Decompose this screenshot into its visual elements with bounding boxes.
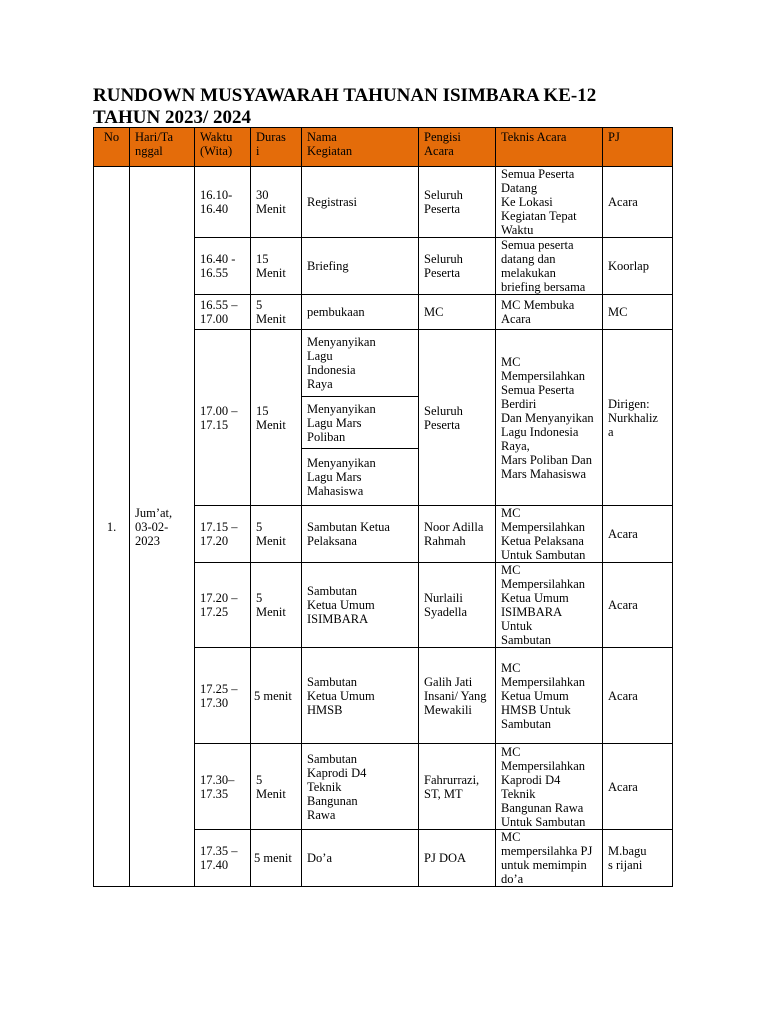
row-number: 1. <box>94 167 130 887</box>
header-waktu: Waktu (Wita) <box>195 128 251 167</box>
cell-waktu: 17.35 – 17.40 <box>195 830 251 887</box>
cell-nama-kegiatan: Briefing <box>302 238 419 295</box>
cell-teknis: Semua Peserta Datang Ke Lokasi Kegiatan Tepat Waktu <box>496 167 603 238</box>
cell-teknis: MC mempersilahka PJ untuk memimpin do’a <box>496 830 603 887</box>
cell-pj: MC <box>603 295 673 330</box>
cell-durasi: 5 menit <box>251 648 302 744</box>
cell-waktu: 16.10- 16.40 <box>195 167 251 238</box>
cell-pengisi: Noor Adilla Rahmah <box>419 506 496 563</box>
cell-pengisi: Seluruh Peserta <box>419 238 496 295</box>
cell-nama-kegiatan: Sambutan Ketua Pelaksana <box>302 506 419 563</box>
cell-nama-kegiatan: Registrasi <box>302 167 419 238</box>
cell-nama-kegiatan: Menyanyikan Lagu Mars Poliban <box>302 397 419 449</box>
cell-durasi: 15 Menit <box>251 330 302 506</box>
table-header-row <box>94 128 673 167</box>
cell-teknis: MC Membuka Acara <box>496 295 603 330</box>
cell-pj: Dirigen: Nurkhaliz a <box>603 330 673 506</box>
cell-pj: Acara <box>603 167 673 238</box>
cell-durasi: 5 Menit <box>251 506 302 563</box>
cell-teknis: MC Mempersilahkan Ketua Umum ISIMBARA Untuk Sambutan <box>496 563 603 648</box>
cell-pj: Acara <box>603 648 673 744</box>
cell-pengisi: Fahrurrazi, ST, MT <box>419 744 496 830</box>
cell-waktu: 17.25 – 17.30 <box>195 648 251 744</box>
cell-waktu: 16.40 - 16.55 <box>195 238 251 295</box>
table-row <box>94 167 673 238</box>
document-title: RUNDOWN MUSYAWARAH TAHUNAN ISIMBARA KE-12 <box>93 85 597 106</box>
rundown-table <box>93 127 673 887</box>
cell-waktu: 17.30– 17.35 <box>195 744 251 830</box>
cell-waktu: 17.00 – 17.15 <box>195 330 251 506</box>
cell-durasi: 30 Menit <box>251 167 302 238</box>
cell-pj: M.bagu s rijani <box>603 830 673 887</box>
cell-nama-kegiatan: Sambutan Ketua Umum HMSB <box>302 648 419 744</box>
cell-nama-kegiatan: Sambutan Ketua Umum ISIMBARA <box>302 563 419 648</box>
cell-durasi: 5 menit <box>251 830 302 887</box>
header-hari-tanggal: Hari/Ta nggal <box>130 128 195 167</box>
cell-waktu: 17.15 – 17.20 <box>195 506 251 563</box>
cell-pengisi: Seluruh Peserta <box>419 330 496 506</box>
cell-teknis: MC Mempersilahkan Ketua Umum HMSB Untuk Sambutan <box>496 648 603 744</box>
cell-durasi: 5 Menit <box>251 744 302 830</box>
header-nama-kegiatan: Nama Kegiatan <box>302 128 419 167</box>
cell-pengisi: Seluruh Peserta <box>419 167 496 238</box>
header-pengisi-acara: Pengisi Acara <box>419 128 496 167</box>
cell-nama-kegiatan: Do’a <box>302 830 419 887</box>
header-teknis-acara: Teknis Acara <box>496 128 603 167</box>
document-subtitle: TAHUN 2023/ 2024 <box>93 107 251 128</box>
cell-nama-kegiatan: Menyanyikan Lagu Mars Mahasiswa <box>302 449 419 506</box>
cell-pengisi: PJ DOA <box>419 830 496 887</box>
cell-pj: Acara <box>603 563 673 648</box>
row-date: Jum’at, 03-02- 2023 <box>130 167 195 887</box>
cell-pengisi: Galih Jati Insani/ Yang Mewakili <box>419 648 496 744</box>
cell-nama-kegiatan: Menyanyikan Lagu Indonesia Raya <box>302 330 419 397</box>
cell-teknis: MC Mempersilahkan Kaprodi D4 Teknik Bangunan Rawa Untuk Sambutan <box>496 744 603 830</box>
cell-pj: Acara <box>603 744 673 830</box>
cell-pj: Koorlap <box>603 238 673 295</box>
cell-teknis: MC Mempersilahkan Ketua Pelaksana Untuk Sambutan <box>496 506 603 563</box>
cell-waktu: 16.55 – 17.00 <box>195 295 251 330</box>
cell-pj: Acara <box>603 506 673 563</box>
cell-durasi: 5 Menit <box>251 563 302 648</box>
header-pj: PJ <box>603 128 673 167</box>
header-no: No <box>94 128 130 167</box>
cell-waktu: 17.20 – 17.25 <box>195 563 251 648</box>
cell-teknis: MC Mempersilahkan Semua Peserta Berdiri Dan Menyanyikan Lagu Indonesia Raya, Mars Poliban Dan Mars Mahasiswa <box>496 330 603 506</box>
cell-teknis: Semua peserta datang dan melakukan briefing bersama <box>496 238 603 295</box>
cell-nama-kegiatan: pembukaan <box>302 295 419 330</box>
cell-durasi: 5 Menit <box>251 295 302 330</box>
cell-durasi: 15 Menit <box>251 238 302 295</box>
header-durasi: Duras i <box>251 128 302 167</box>
cell-pengisi: MC <box>419 295 496 330</box>
cell-pengisi: Nurlaili Syadella <box>419 563 496 648</box>
cell-nama-kegiatan: Sambutan Kaprodi D4 Teknik Bangunan Rawa <box>302 744 419 830</box>
